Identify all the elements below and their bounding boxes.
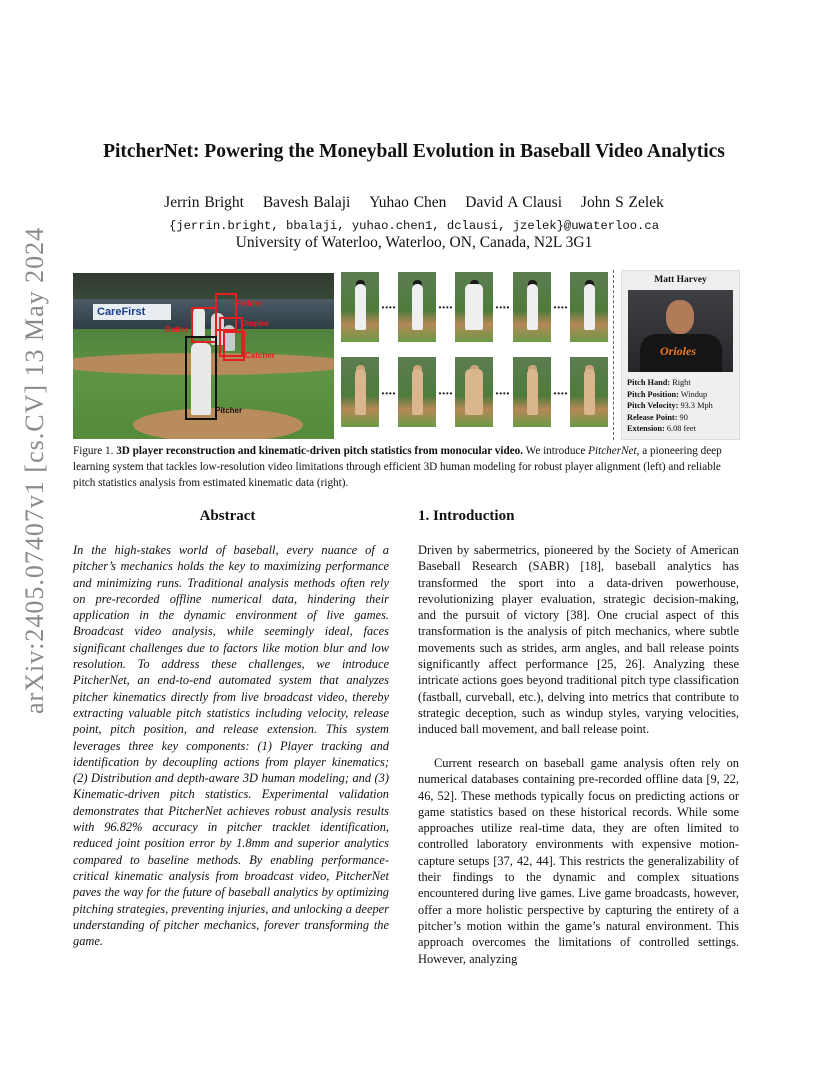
mesh-frame bbox=[513, 357, 551, 427]
figure-1 bbox=[73, 270, 738, 440]
pitcher-label: Pitcher bbox=[215, 406, 243, 415]
stat-row bbox=[627, 400, 737, 412]
ellipsis-icon: ···· bbox=[437, 301, 453, 316]
video-frame bbox=[341, 272, 379, 342]
author-name: Jerrin Bright bbox=[164, 194, 244, 211]
paper-title: PitcherNet: Powering the Moneyball Evolution in Baseball Video Analytics bbox=[103, 141, 725, 162]
author-name: Yuhao Chen bbox=[369, 194, 447, 211]
video-frame bbox=[570, 272, 608, 342]
pitch-stats-list bbox=[627, 377, 737, 435]
mesh-frame bbox=[398, 357, 436, 427]
author-name: David A Clausi bbox=[465, 194, 563, 211]
figure-divider bbox=[613, 270, 614, 440]
team-logo-text: Orioles bbox=[660, 344, 696, 358]
ellipsis-icon: ···· bbox=[437, 387, 453, 402]
video-frame bbox=[455, 272, 493, 342]
video-frame bbox=[513, 272, 551, 342]
abstract-heading: Abstract bbox=[199, 508, 256, 524]
author-list bbox=[0, 194, 828, 212]
mesh-frame bbox=[570, 357, 608, 427]
abstract-body: In the high-stakes world of baseball, every nuance of a pitcher’s mechanics holds the key to maximizing performance and minimizing runs. Traditional analysis methods often rely on pre-recorded offline numerical data, hindering their application in the dynamic environment of live games. Broadcast video analysis, while seemingly ideal, faces significant challenges due to factors like motion blur and low resolution. To address these challenges, we introduce PitcherNet, an end-to-end automated system that analyzes pitcher kinematics directly from live broadcast video, thereby extracting valuable pitch statistics including velocity, release point, pitch position, and release extension. This system leverages three key components: (1) Player tracking and identification by decoupling actions from player kinematics; (2) Distribution and depth-aware 3D human modeling; and (3) Kinematic-driven pitch statistics. Experimental validation demonstrates that PitcherNet achieves robust analysis results with 96.82% accuracy in pitcher tracklet identification, reduced joint position error by 1.8mm and superior analytics compared to baseline methods. By enabling performance-critical kinematic analysis from broadcast video, PitcherNet paves the way for the future of baseball analytics by optimizing pitching strategies, preventing injuries, and unlocking a deeper understanding of pitcher mechanics, forever transforming the game. bbox=[73, 543, 389, 949]
stat-value: 93.3 Mph bbox=[680, 401, 713, 411]
detection-label: Umpire bbox=[241, 319, 269, 328]
detection-label: Catcher bbox=[245, 351, 275, 360]
stat-row bbox=[627, 423, 737, 435]
stat-row bbox=[627, 389, 737, 401]
pitcher-name: Matt Harvey bbox=[654, 275, 707, 285]
ellipsis-icon: ···· bbox=[552, 387, 568, 402]
caption-text: We introduce bbox=[523, 445, 589, 457]
ellipsis-icon: ···· bbox=[494, 387, 510, 402]
broadcast-scene-image bbox=[73, 273, 334, 439]
detection-label: Fielder bbox=[236, 299, 263, 308]
stat-value: 6.08 feet bbox=[666, 424, 696, 434]
figure-caption bbox=[73, 443, 741, 491]
caption-label: Figure 1. bbox=[73, 445, 117, 457]
stat-label: Release Point: bbox=[627, 412, 678, 422]
affiliation: University of Waterloo, Waterloo, ON, Canada, N2L 3G1 bbox=[235, 234, 593, 251]
stat-label: Extension: bbox=[627, 424, 665, 434]
caption-emphasis: PitcherNet bbox=[588, 445, 637, 457]
caption-text: , a pioneering deep learning system that tackles low-resolution video limitations through efficient 3D human modeling for robust player alignment (left) and reliable pitch statistics analysis from estimated kinematic data (right). bbox=[73, 445, 722, 489]
author-name: John S Zelek bbox=[580, 194, 664, 211]
pitcher-photo bbox=[628, 290, 733, 372]
stat-value: Right bbox=[672, 378, 691, 387]
author-emails: {jerrin.bright, bbalaji, yuhao.chen1, dclausi, jzelek}@uwaterloo.ca bbox=[168, 219, 660, 233]
stadium-banner: CareFirst bbox=[93, 304, 171, 320]
video-frame bbox=[398, 272, 436, 342]
ellipsis-icon: ···· bbox=[552, 301, 568, 316]
intro-paragraph: Current research on baseball game analysis often rely on numerical databases containing pre-recorded offline data [9, 22, 46, 52]. These methods typically focus on predicting actions or game statistics based on these historical records. While some approaches utilize real-time data, they are often limited to controlled laboratory environments with expensive motion-capture setups [37, 42, 44]. This restricts the generalizability of their findings to the dynamic and complex situations encountered during live games. Live game broadcasts, however, offer a more holistic perspective by capturing the entirety of a pitcher’s motion within the game’s natural environment. This approach overcomes the limitations of controlled settings. However, analyzing bbox=[418, 756, 739, 966]
stat-label: Pitch Position: bbox=[627, 389, 679, 399]
stat-value: 90 bbox=[679, 412, 688, 422]
stat-row bbox=[627, 377, 737, 389]
pitcher-detection-box bbox=[185, 336, 217, 420]
stat-value: Windup bbox=[680, 389, 708, 399]
stat-row bbox=[627, 412, 737, 424]
author-name: Bavesh Balaji bbox=[262, 194, 351, 211]
ellipsis-icon: ···· bbox=[494, 301, 510, 316]
caption-bold: 3D player reconstruction and kinematic-driven pitch statistics from monocular video. bbox=[116, 445, 524, 457]
arxiv-sidebar-stamp: arXiv:2405.07407v1 [cs.CV] 13 May 2024 bbox=[20, 226, 49, 714]
ellipsis-icon: ···· bbox=[380, 301, 396, 316]
detection-label: Batter bbox=[165, 325, 189, 334]
stat-label: Pitch Velocity: bbox=[627, 401, 679, 411]
intro-paragraph: Driven by sabermetrics, pioneered by the Society of American Baseball Research (SABR) [18], baseball analytics has transformed the sport into a data-driven powerhouse, revolutionizing player evaluation, strategic decision-making, and the pursuit of victory [38]. One crucial aspect of this transformation is the analysis of pitch mechanics, where subtle movements such as strides, arm angles, and ball release points significantly affect performance [25, 26]. Analyzing these intricate actions goes beyond traditional pitch type classification (fastball, curveball, etc.), delving into metrics that contribute to strategic deception, such as windup styles, varying velocities, induced ball movement, and ball release point. bbox=[418, 543, 739, 737]
mesh-frame bbox=[455, 357, 493, 427]
pitcher-stats-card bbox=[621, 270, 740, 440]
stat-label: Pitch Hand: bbox=[627, 378, 671, 387]
section-heading: 1. Introduction bbox=[418, 508, 515, 524]
detection-box bbox=[223, 331, 245, 361]
ellipsis-icon: ···· bbox=[380, 387, 396, 402]
mesh-frame bbox=[341, 357, 379, 427]
